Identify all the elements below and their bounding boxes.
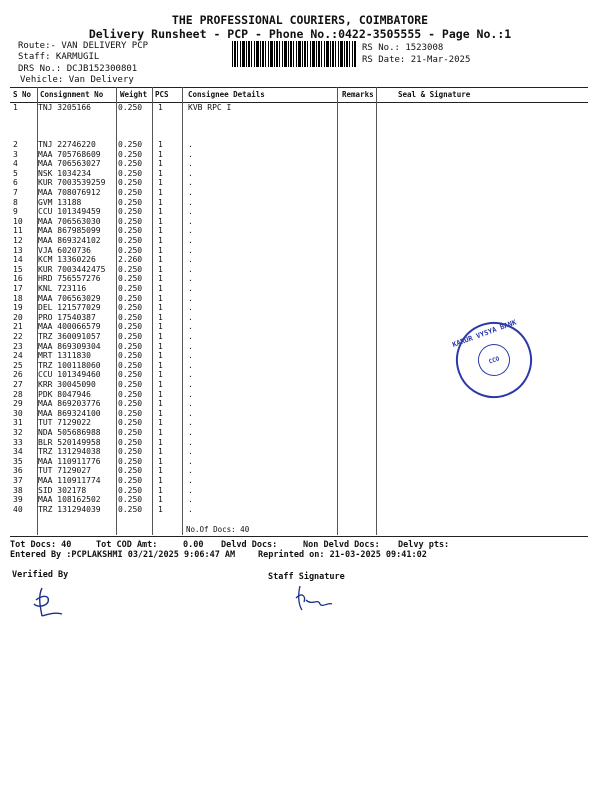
cell-consignee: .: [188, 178, 193, 188]
cell-sno: 8: [13, 197, 18, 207]
cell-cn: MAA 108162502: [38, 495, 101, 505]
cell-wt: 0.250: [118, 149, 143, 159]
cell-cn: TNJ 3205166: [38, 103, 91, 112]
cell-pcs: 1: [158, 168, 163, 178]
cell-consignee: .: [188, 207, 193, 217]
col-weight: Weight: [120, 90, 148, 99]
cell-sno: 1: [13, 103, 18, 112]
cell-wt: 0.250: [118, 447, 143, 457]
staff-signature-label: Staff Signature: [268, 572, 345, 582]
cell-cn: KUR 7003442475: [38, 264, 106, 274]
cell-pcs: 1: [158, 207, 163, 217]
cell-sno: 12: [13, 236, 23, 245]
cell-cn: TRZ 100118060: [38, 360, 101, 370]
cell-pcs: 1: [158, 149, 163, 159]
col-divider: [152, 87, 153, 535]
cell-consignee: .: [188, 197, 193, 207]
cell-consignee: .: [188, 476, 193, 485]
cell-pcs: 1: [158, 447, 163, 457]
cell-consignee: .: [188, 495, 193, 505]
cell-wt: 0.250: [118, 216, 143, 226]
cell-consignee: .: [188, 168, 193, 178]
cell-consignee: .: [188, 370, 193, 380]
cell-consignee: .: [188, 264, 193, 274]
cell-pcs: 1: [158, 370, 163, 380]
cell-sno: 38: [13, 485, 23, 495]
verifier-signature: [28, 582, 68, 622]
col-consignment: Consignment No: [40, 90, 104, 99]
cell-cn: GVM 13188: [38, 197, 82, 207]
cell-consignee: .: [188, 149, 193, 159]
cell-sno: 39: [13, 495, 23, 505]
cell-cn: NSK 1034234: [38, 168, 91, 178]
cell-cn: PRO 17540387: [38, 312, 96, 322]
cell-consignee: .: [188, 322, 193, 332]
cell-cn: CCU 101349460: [38, 370, 101, 380]
cell-wt: 0.250: [118, 437, 143, 447]
cell-consignee: .: [188, 188, 193, 197]
col-sno: S No: [13, 90, 32, 99]
cell-pcs: 1: [158, 332, 163, 341]
cell-wt: 0.250: [118, 207, 143, 217]
cell-sno: 35: [13, 456, 23, 466]
cell-sno: 33: [13, 437, 23, 447]
cell-pcs: 1: [158, 341, 163, 351]
cell-wt: 0.250: [118, 380, 143, 389]
cell-pcs: 1: [158, 264, 163, 274]
cell-consignee: .: [188, 360, 193, 370]
cell-cn: MAA 706563027: [38, 159, 101, 169]
cell-pcs: 1: [158, 284, 163, 293]
cell-consignee: .: [188, 226, 193, 236]
cell-consignee: .: [188, 456, 193, 466]
entered-by: Entered By :PCPLAKSHMI 03/21/2025 9:06:47 AM: [10, 550, 236, 560]
cell-wt: 0.250: [118, 188, 143, 197]
cell-cn: HRD 756557276: [38, 274, 101, 284]
cell-pcs: 1: [158, 408, 163, 418]
cell-wt: 0.250: [118, 284, 143, 293]
cell-cn: TRZ 131294038: [38, 447, 101, 457]
cell-sno: 29: [13, 399, 23, 409]
cell-wt: 0.250: [118, 360, 143, 370]
reprinted-on: Reprinted on: 21-03-2025 09:41:02: [258, 550, 427, 560]
cell-sno: 15: [13, 264, 23, 274]
cell-pcs: 1: [158, 485, 163, 495]
cell-wt: 0.250: [118, 399, 143, 409]
cell-sno: 16: [13, 274, 23, 284]
cell-wt: 0.250: [118, 197, 143, 207]
cell-consignee: .: [188, 504, 193, 514]
cell-wt: 0.250: [118, 428, 143, 437]
cell-pcs: 1: [158, 178, 163, 188]
cell-cn: KRR 30045090: [38, 380, 96, 389]
cell-pcs: 1: [158, 428, 163, 437]
cell-cn: MAA 867985099: [38, 226, 101, 236]
cell-wt: 0.250: [118, 351, 143, 361]
cell-cn: MAA 706563030: [38, 216, 101, 226]
rs-number: RS No.: 1523008: [362, 43, 444, 53]
cell-cn: PDK 8047946: [38, 389, 91, 399]
cell-pcs: 1: [158, 312, 163, 322]
col-seal: Seal & Signature: [398, 90, 471, 99]
delvy-pts: Delvy pts:: [398, 540, 450, 550]
cell-wt: 0.250: [118, 322, 143, 332]
rs-date: RS Date: 21-Mar-2025: [362, 55, 471, 65]
cell-consignee: .: [188, 351, 193, 361]
cell-wt: 2.260: [118, 255, 143, 265]
cell-consignee: .: [188, 418, 193, 428]
cell-wt: 0.250: [118, 264, 143, 274]
cell-consignee: .: [188, 389, 193, 399]
cell-wt: 0.250: [118, 312, 143, 322]
cell-cn: MAA 708076912: [38, 188, 101, 197]
cell-sno: 34: [13, 447, 23, 457]
col-divider: [116, 87, 117, 535]
cell-cn: DEL 121577029: [38, 303, 101, 313]
cell-sno: 24: [13, 351, 23, 361]
stamp-code: CCO: [487, 354, 501, 366]
cell-pcs: 1: [158, 236, 163, 245]
cell-wt: 0.250: [118, 418, 143, 428]
cell-sno: 5: [13, 168, 18, 178]
cell-wt: 0.250: [118, 226, 143, 236]
cell-wt: 0.250: [118, 140, 143, 149]
cell-sno: 36: [13, 466, 23, 476]
table-header: [10, 87, 588, 103]
cell-cn: TUT 7129027: [38, 466, 91, 476]
cell-wt: 0.250: [118, 456, 143, 466]
cell-pcs: 1: [158, 255, 163, 265]
cell-pcs: 1: [158, 322, 163, 332]
cell-cn: SID 302178: [38, 485, 87, 495]
cell-wt: 0.250: [118, 303, 143, 313]
cell-pcs: 1: [158, 437, 163, 447]
no-of-docs: No.Of Docs: 40: [186, 525, 250, 534]
cell-wt: 0.250: [118, 168, 143, 178]
cell-pcs: 1: [158, 351, 163, 361]
cell-sno: 37: [13, 476, 23, 485]
cell-wt: 0.250: [118, 466, 143, 476]
staff-signature: [292, 582, 336, 616]
cell-wt: 0.250: [118, 485, 143, 495]
col-remarks: Remarks: [342, 90, 374, 99]
cell-consignee: .: [188, 245, 193, 255]
cell-sno: 22: [13, 332, 23, 341]
cell-consignee: .: [188, 399, 193, 409]
cell-pcs: 1: [158, 188, 163, 197]
cell-sno: 30: [13, 408, 23, 418]
cell-pcs: 1: [158, 293, 163, 303]
cell-cn: TNJ 22746220: [38, 140, 96, 149]
cell-consignee: .: [188, 303, 193, 313]
cell-cn: MAA 706563029: [38, 293, 101, 303]
cell-sno: 9: [13, 207, 18, 217]
cell-cn: MRT 1311830: [38, 351, 91, 361]
cell-sno: 27: [13, 380, 23, 389]
cell-cn: MAA 110911776: [38, 456, 101, 466]
cell-sno: 6: [13, 178, 18, 188]
cell-cn: MAA 400066579: [38, 322, 101, 332]
col-pcs: PCS: [155, 90, 169, 99]
cell-pcs: 1: [158, 504, 163, 514]
cell-sno: 3: [13, 149, 18, 159]
cell-sno: 17: [13, 284, 23, 293]
cell-sno: 31: [13, 418, 23, 428]
cell-pcs: 1: [158, 140, 163, 149]
cell-consignee: .: [188, 140, 193, 149]
cell-consignee: KVB RPC I: [188, 103, 232, 112]
cell-cn: MAA 705768609: [38, 149, 101, 159]
cell-pcs: 1: [158, 216, 163, 226]
cell-pcs: 1: [158, 274, 163, 284]
cell-pcs: 1: [158, 103, 163, 112]
cell-cn: KUR 7003539259: [38, 178, 106, 188]
cell-wt: 0.250: [118, 178, 143, 188]
cell-sno: 20: [13, 312, 23, 322]
col-consignee: Consignee Details: [188, 90, 265, 99]
cell-consignee: .: [188, 332, 193, 341]
col-divider: [376, 87, 377, 535]
cell-consignee: .: [188, 437, 193, 447]
cell-sno: 26: [13, 370, 23, 380]
cell-cn: KNL 723116: [38, 284, 87, 293]
tot-cod-amt: Tot COD Amt: 0.00: [96, 540, 204, 550]
cell-sno: 25: [13, 360, 23, 370]
cell-pcs: 1: [158, 245, 163, 255]
cell-cn: BLR 520149958: [38, 437, 101, 447]
cell-cn: TRZ 360091057: [38, 332, 101, 341]
cell-consignee: .: [188, 466, 193, 476]
cell-consignee: .: [188, 485, 193, 495]
cell-cn: CCU 101349459: [38, 207, 101, 217]
cell-consignee: .: [188, 255, 193, 265]
table-bottom-rule: [10, 536, 588, 537]
cell-pcs: 1: [158, 456, 163, 466]
cell-wt: 0.250: [118, 236, 143, 245]
cell-cn: MAA 110911774: [38, 476, 101, 485]
cell-cn: NDA 505686988: [38, 428, 101, 437]
cell-pcs: 1: [158, 197, 163, 207]
tot-docs: Tot Docs: 40: [10, 540, 72, 550]
cell-wt: 0.250: [118, 103, 143, 112]
cell-sno: 7: [13, 188, 18, 197]
cell-sno: 40: [13, 504, 23, 514]
delvd-docs: Delvd Docs:: [221, 540, 278, 550]
cell-sno: 18: [13, 293, 23, 303]
cell-consignee: .: [188, 312, 193, 322]
stamp-center: [473, 339, 514, 380]
vehicle-label: Vehicle: Van Delivery: [20, 75, 134, 85]
cell-wt: 0.250: [118, 476, 143, 485]
cell-consignee: .: [188, 408, 193, 418]
cell-sno: 13: [13, 245, 23, 255]
cell-wt: 0.250: [118, 245, 143, 255]
cell-cn: TUT 7129022: [38, 418, 91, 428]
cell-sno: 11: [13, 226, 23, 236]
cell-sno: 2: [13, 140, 18, 149]
col-divider: [182, 87, 183, 535]
cell-wt: 0.250: [118, 159, 143, 169]
cell-consignee: .: [188, 216, 193, 226]
cell-wt: 0.250: [118, 274, 143, 284]
cell-consignee: .: [188, 159, 193, 169]
cell-consignee: .: [188, 428, 193, 437]
cell-sno: 4: [13, 159, 18, 169]
cell-cn: MAA 869324100: [38, 408, 101, 418]
cell-wt: 0.250: [118, 389, 143, 399]
cell-consignee: .: [188, 447, 193, 457]
cell-pcs: 1: [158, 399, 163, 409]
cell-pcs: 1: [158, 476, 163, 485]
cell-sno: 14: [13, 255, 23, 265]
stamp-text: KARUR VYSYA BANK: [451, 318, 518, 349]
cell-sno: 28: [13, 389, 23, 399]
cell-sno: 32: [13, 428, 23, 437]
cell-consignee: .: [188, 236, 193, 245]
staff-label: Staff: KARMUGIL: [18, 52, 100, 62]
cell-consignee: .: [188, 274, 193, 284]
cell-pcs: 1: [158, 389, 163, 399]
cell-consignee: .: [188, 284, 193, 293]
non-delvd-docs: Non Delvd Docs:: [303, 540, 380, 550]
cell-sno: 23: [13, 341, 23, 351]
cell-sno: 19: [13, 303, 23, 313]
route-label: Route:- VAN DELIVERY PCP: [18, 41, 149, 51]
cell-pcs: 1: [158, 303, 163, 313]
cell-wt: 0.250: [118, 408, 143, 418]
cell-pcs: 1: [158, 360, 163, 370]
cell-pcs: 1: [158, 466, 163, 476]
cell-consignee: .: [188, 380, 193, 389]
drs-number: DRS No.: DCJB152300801: [18, 64, 138, 74]
cell-pcs: 1: [158, 226, 163, 236]
cell-cn: MAA 869203776: [38, 399, 101, 409]
cell-pcs: 1: [158, 418, 163, 428]
cell-wt: 0.250: [118, 293, 143, 303]
barcode: [232, 41, 356, 67]
bank-stamp: [445, 311, 542, 408]
cell-sno: 21: [13, 322, 23, 332]
cell-cn: MAA 869309304: [38, 341, 101, 351]
cell-pcs: 1: [158, 495, 163, 505]
cell-cn: VJA 6020736: [38, 245, 91, 255]
cell-consignee: .: [188, 293, 193, 303]
cell-wt: 0.250: [118, 504, 143, 514]
cell-cn: TRZ 131294039: [38, 504, 101, 514]
cell-wt: 0.250: [118, 332, 143, 341]
runsheet-title: Delivery Runsheet - PCP - Phone No.:0422-3505555 - Page No.:1: [88, 27, 512, 41]
cell-pcs: 1: [158, 380, 163, 389]
company-name: THE PROFESSIONAL COURIERS, COIMBATORE: [171, 13, 429, 27]
cell-wt: 0.250: [118, 495, 143, 505]
col-divider: [337, 87, 338, 535]
cell-wt: 0.250: [118, 370, 143, 380]
cell-consignee: .: [188, 341, 193, 351]
cell-pcs: 1: [158, 159, 163, 169]
cell-cn: KCM 13360226: [38, 255, 96, 265]
cell-cn: MAA 869324102: [38, 236, 101, 245]
cell-sno: 10: [13, 216, 23, 226]
verified-by-label: Verified By: [12, 570, 69, 580]
cell-wt: 0.250: [118, 341, 143, 351]
